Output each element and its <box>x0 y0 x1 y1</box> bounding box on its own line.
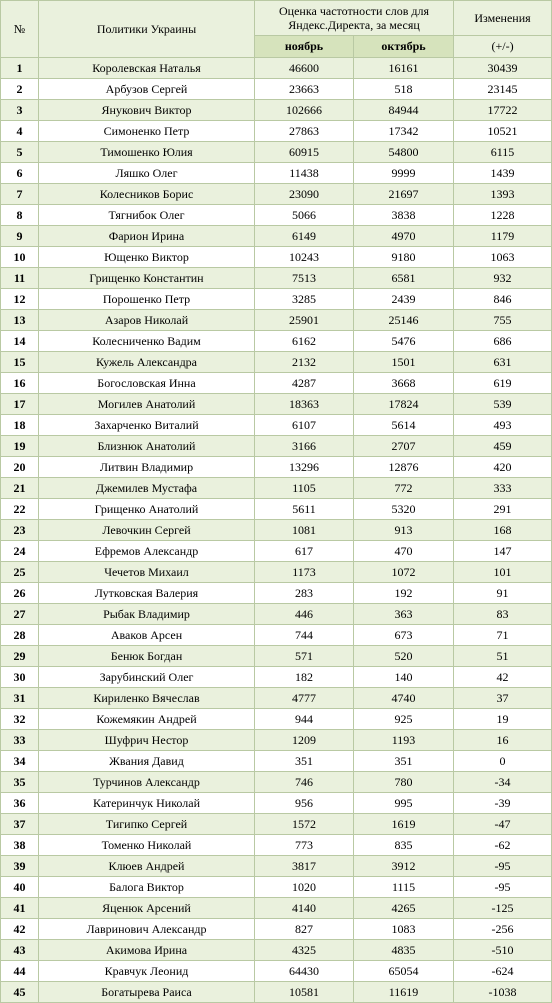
november-value: 182 <box>255 667 354 688</box>
table-row <box>1 121 552 142</box>
row-number: 9 <box>1 226 39 247</box>
november-value: 23090 <box>255 184 354 205</box>
october-value: 25146 <box>354 310 454 331</box>
october-value: 520 <box>354 646 454 667</box>
change-value: 291 <box>454 499 552 520</box>
october-value: 2707 <box>354 436 454 457</box>
october-value: 470 <box>354 541 454 562</box>
table-row <box>1 625 552 646</box>
politician-name: Томенко Николай <box>39 835 255 856</box>
table-row <box>1 289 552 310</box>
table-row <box>1 730 552 751</box>
table-row <box>1 961 552 982</box>
november-value: 6162 <box>255 331 354 352</box>
change-value: -62 <box>454 835 552 856</box>
table-row <box>1 520 552 541</box>
october-value: 1193 <box>354 730 454 751</box>
politician-name: Левочкин Сергей <box>39 520 255 541</box>
row-number: 16 <box>1 373 39 394</box>
row-number: 25 <box>1 562 39 583</box>
row-number: 14 <box>1 331 39 352</box>
november-value: 5066 <box>255 205 354 226</box>
table-body <box>1 58 552 1003</box>
politician-name: Захарченко Виталий <box>39 415 255 436</box>
change-value: 755 <box>454 310 552 331</box>
row-number: 5 <box>1 142 39 163</box>
table-row <box>1 79 552 100</box>
october-value: 913 <box>354 520 454 541</box>
table-row <box>1 667 552 688</box>
politician-name: Богатырева Раиса <box>39 982 255 1003</box>
row-number: 23 <box>1 520 39 541</box>
politician-name: Ющенко Виктор <box>39 247 255 268</box>
politician-name: Королевская Наталья <box>39 58 255 79</box>
row-number: 15 <box>1 352 39 373</box>
header-october: октябрь <box>354 36 454 58</box>
table-row <box>1 247 552 268</box>
table-row <box>1 394 552 415</box>
table-row <box>1 163 552 184</box>
header-num: № <box>1 1 39 58</box>
november-value: 944 <box>255 709 354 730</box>
change-value: 459 <box>454 436 552 457</box>
politician-name: Азаров Николай <box>39 310 255 331</box>
october-value: 21697 <box>354 184 454 205</box>
row-number: 4 <box>1 121 39 142</box>
politician-name: Фарион Ирина <box>39 226 255 247</box>
november-value: 773 <box>255 835 354 856</box>
october-value: 84944 <box>354 100 454 121</box>
october-value: 673 <box>354 625 454 646</box>
november-value: 10581 <box>255 982 354 1003</box>
change-value: 686 <box>454 331 552 352</box>
change-value: 37 <box>454 688 552 709</box>
november-value: 571 <box>255 646 354 667</box>
november-value: 827 <box>255 919 354 940</box>
november-value: 5611 <box>255 499 354 520</box>
row-number: 39 <box>1 856 39 877</box>
october-value: 3838 <box>354 205 454 226</box>
october-value: 54800 <box>354 142 454 163</box>
table-row <box>1 646 552 667</box>
october-value: 11619 <box>354 982 454 1003</box>
november-value: 18363 <box>255 394 354 415</box>
october-value: 925 <box>354 709 454 730</box>
change-value: 1179 <box>454 226 552 247</box>
row-number: 44 <box>1 961 39 982</box>
politician-name: Кравчук Леонид <box>39 961 255 982</box>
november-value: 956 <box>255 793 354 814</box>
table-row <box>1 142 552 163</box>
october-value: 1619 <box>354 814 454 835</box>
november-value: 4140 <box>255 898 354 919</box>
october-value: 16161 <box>354 58 454 79</box>
november-value: 283 <box>255 583 354 604</box>
row-number: 37 <box>1 814 39 835</box>
politician-name: Кириленко Вячеслав <box>39 688 255 709</box>
row-number: 26 <box>1 583 39 604</box>
november-value: 6149 <box>255 226 354 247</box>
november-value: 1020 <box>255 877 354 898</box>
november-value: 746 <box>255 772 354 793</box>
politician-name: Симоненко Петр <box>39 121 255 142</box>
change-value: 0 <box>454 751 552 772</box>
header-changes-unit: (+/-) <box>454 36 552 58</box>
october-value: 65054 <box>354 961 454 982</box>
row-number: 40 <box>1 877 39 898</box>
row-number: 21 <box>1 478 39 499</box>
politician-name: Акимова Ирина <box>39 940 255 961</box>
october-value: 772 <box>354 478 454 499</box>
october-value: 5614 <box>354 415 454 436</box>
header-november: ноябрь <box>255 36 354 58</box>
october-value: 4740 <box>354 688 454 709</box>
change-value: 23145 <box>454 79 552 100</box>
change-value: 333 <box>454 478 552 499</box>
table-row <box>1 58 552 79</box>
table-row <box>1 415 552 436</box>
row-number: 10 <box>1 247 39 268</box>
november-value: 60915 <box>255 142 354 163</box>
october-value: 835 <box>354 835 454 856</box>
october-value: 9999 <box>354 163 454 184</box>
table-row <box>1 688 552 709</box>
politician-name: Грищенко Анатолий <box>39 499 255 520</box>
politician-name: Тягнибок Олег <box>39 205 255 226</box>
november-value: 13296 <box>255 457 354 478</box>
change-value: -39 <box>454 793 552 814</box>
table-row <box>1 751 552 772</box>
october-value: 2439 <box>354 289 454 310</box>
politician-name: Рыбак Владимир <box>39 604 255 625</box>
table-row <box>1 562 552 583</box>
row-number: 24 <box>1 541 39 562</box>
row-number: 30 <box>1 667 39 688</box>
change-value: 539 <box>454 394 552 415</box>
row-number: 29 <box>1 646 39 667</box>
october-value: 17824 <box>354 394 454 415</box>
november-value: 102666 <box>255 100 354 121</box>
row-number: 18 <box>1 415 39 436</box>
row-number: 6 <box>1 163 39 184</box>
november-value: 6107 <box>255 415 354 436</box>
politician-name: Ляшко Олег <box>39 163 255 184</box>
change-value: 51 <box>454 646 552 667</box>
politician-name: Колесниченко Вадим <box>39 331 255 352</box>
politician-name: Зарубинский Олег <box>39 667 255 688</box>
row-number: 38 <box>1 835 39 856</box>
table-row <box>1 835 552 856</box>
october-value: 3912 <box>354 856 454 877</box>
politician-name: Тигипко Сергей <box>39 814 255 835</box>
politician-name: Тимошенко Юлия <box>39 142 255 163</box>
november-value: 744 <box>255 625 354 646</box>
politician-name: Турчинов Александр <box>39 772 255 793</box>
october-value: 1072 <box>354 562 454 583</box>
change-value: 846 <box>454 289 552 310</box>
politician-name: Джемилев Мустафа <box>39 478 255 499</box>
table-row <box>1 541 552 562</box>
table-row <box>1 205 552 226</box>
table-row <box>1 373 552 394</box>
politician-name: Жвания Давид <box>39 751 255 772</box>
table-row <box>1 478 552 499</box>
row-number: 31 <box>1 688 39 709</box>
change-value: 71 <box>454 625 552 646</box>
november-value: 351 <box>255 751 354 772</box>
politician-name: Могилев Анатолий <box>39 394 255 415</box>
october-value: 17342 <box>354 121 454 142</box>
october-value: 12876 <box>354 457 454 478</box>
october-value: 6581 <box>354 268 454 289</box>
november-value: 1173 <box>255 562 354 583</box>
change-value: 16 <box>454 730 552 751</box>
october-value: 363 <box>354 604 454 625</box>
row-number: 11 <box>1 268 39 289</box>
politician-name: Порошенко Петр <box>39 289 255 310</box>
politician-name: Ефремов Александр <box>39 541 255 562</box>
politician-name: Аваков Арсен <box>39 625 255 646</box>
november-value: 1209 <box>255 730 354 751</box>
october-value: 4970 <box>354 226 454 247</box>
table-row <box>1 436 552 457</box>
november-value: 3817 <box>255 856 354 877</box>
change-value: -125 <box>454 898 552 919</box>
november-value: 3166 <box>255 436 354 457</box>
row-number: 1 <box>1 58 39 79</box>
november-value: 1572 <box>255 814 354 835</box>
table-row <box>1 856 552 877</box>
october-value: 1115 <box>354 877 454 898</box>
october-value: 518 <box>354 79 454 100</box>
row-number: 8 <box>1 205 39 226</box>
row-number: 33 <box>1 730 39 751</box>
table-row <box>1 268 552 289</box>
politician-name: Грищенко Константин <box>39 268 255 289</box>
row-number: 12 <box>1 289 39 310</box>
table-row <box>1 604 552 625</box>
row-number: 2 <box>1 79 39 100</box>
table-row <box>1 457 552 478</box>
change-value: 19 <box>454 709 552 730</box>
row-number: 13 <box>1 310 39 331</box>
row-number: 22 <box>1 499 39 520</box>
change-value: 30439 <box>454 58 552 79</box>
table-row <box>1 310 552 331</box>
row-number: 35 <box>1 772 39 793</box>
change-value: 932 <box>454 268 552 289</box>
politician-name: Яценюк Арсений <box>39 898 255 919</box>
row-number: 36 <box>1 793 39 814</box>
change-value: 6115 <box>454 142 552 163</box>
change-value: 1393 <box>454 184 552 205</box>
change-value: 42 <box>454 667 552 688</box>
table-row <box>1 793 552 814</box>
november-value: 2132 <box>255 352 354 373</box>
november-value: 1105 <box>255 478 354 499</box>
october-value: 1083 <box>354 919 454 940</box>
table-row <box>1 919 552 940</box>
politician-name: Янукович Виктор <box>39 100 255 121</box>
politician-name: Чечетов Михаил <box>39 562 255 583</box>
october-value: 995 <box>354 793 454 814</box>
october-value: 5476 <box>354 331 454 352</box>
november-value: 4777 <box>255 688 354 709</box>
change-value: 1439 <box>454 163 552 184</box>
table-row <box>1 583 552 604</box>
november-value: 25901 <box>255 310 354 331</box>
politician-name: Кожемякин Андрей <box>39 709 255 730</box>
change-value: 1228 <box>454 205 552 226</box>
table-header <box>1 1 552 58</box>
change-value: -624 <box>454 961 552 982</box>
change-value: 83 <box>454 604 552 625</box>
table-row <box>1 226 552 247</box>
row-number: 41 <box>1 898 39 919</box>
politician-name: Клюев Андрей <box>39 856 255 877</box>
politician-name: Лавринович Александр <box>39 919 255 940</box>
change-value: 631 <box>454 352 552 373</box>
october-value: 5320 <box>354 499 454 520</box>
politician-name: Катеринчук Николай <box>39 793 255 814</box>
change-value: 91 <box>454 583 552 604</box>
october-value: 9180 <box>354 247 454 268</box>
politician-name: Шуфрич Нестор <box>39 730 255 751</box>
november-value: 4287 <box>255 373 354 394</box>
october-value: 3668 <box>354 373 454 394</box>
change-value: 493 <box>454 415 552 436</box>
politician-name: Арбузов Сергей <box>39 79 255 100</box>
october-value: 4265 <box>354 898 454 919</box>
november-value: 23663 <box>255 79 354 100</box>
october-value: 192 <box>354 583 454 604</box>
change-value: -1038 <box>454 982 552 1003</box>
november-value: 11438 <box>255 163 354 184</box>
october-value: 140 <box>354 667 454 688</box>
table-row <box>1 877 552 898</box>
october-value: 4835 <box>354 940 454 961</box>
header-changes: Изменения <box>454 1 552 36</box>
table-row <box>1 331 552 352</box>
october-value: 1501 <box>354 352 454 373</box>
november-value: 3285 <box>255 289 354 310</box>
october-value: 780 <box>354 772 454 793</box>
change-value: -34 <box>454 772 552 793</box>
row-number: 7 <box>1 184 39 205</box>
november-value: 617 <box>255 541 354 562</box>
november-value: 27863 <box>255 121 354 142</box>
change-value: -256 <box>454 919 552 940</box>
november-value: 7513 <box>255 268 354 289</box>
change-value: -95 <box>454 856 552 877</box>
header-politicians: Политики Украины <box>39 1 255 58</box>
table-row <box>1 499 552 520</box>
change-value: 619 <box>454 373 552 394</box>
row-number: 28 <box>1 625 39 646</box>
table-row <box>1 982 552 1003</box>
row-number: 20 <box>1 457 39 478</box>
change-value: -95 <box>454 877 552 898</box>
politician-name: Лутковская Валерия <box>39 583 255 604</box>
change-value: 147 <box>454 541 552 562</box>
change-value: -47 <box>454 814 552 835</box>
october-value: 351 <box>354 751 454 772</box>
row-number: 17 <box>1 394 39 415</box>
row-number: 43 <box>1 940 39 961</box>
politician-name: Колесников Борис <box>39 184 255 205</box>
header-frequency: Оценка частотности слов для Яндекс.Директа, за месяц <box>255 1 454 36</box>
november-value: 446 <box>255 604 354 625</box>
change-value: 420 <box>454 457 552 478</box>
november-value: 10243 <box>255 247 354 268</box>
politician-name: Бенюк Богдан <box>39 646 255 667</box>
table-row <box>1 100 552 121</box>
row-number: 42 <box>1 919 39 940</box>
change-value: -510 <box>454 940 552 961</box>
november-value: 46600 <box>255 58 354 79</box>
politician-name: Балога Виктор <box>39 877 255 898</box>
row-number: 27 <box>1 604 39 625</box>
row-number: 19 <box>1 436 39 457</box>
table-row <box>1 772 552 793</box>
change-value: 168 <box>454 520 552 541</box>
table-row <box>1 709 552 730</box>
politician-name: Кужель Александра <box>39 352 255 373</box>
change-value: 101 <box>454 562 552 583</box>
table-row <box>1 940 552 961</box>
change-value: 17722 <box>454 100 552 121</box>
row-number: 45 <box>1 982 39 1003</box>
november-value: 4325 <box>255 940 354 961</box>
row-number: 32 <box>1 709 39 730</box>
table-row <box>1 898 552 919</box>
change-value: 1063 <box>454 247 552 268</box>
table-row <box>1 184 552 205</box>
change-value: 10521 <box>454 121 552 142</box>
politician-name: Близнюк Анатолий <box>39 436 255 457</box>
table-row <box>1 814 552 835</box>
row-number: 3 <box>1 100 39 121</box>
november-value: 64430 <box>255 961 354 982</box>
november-value: 1081 <box>255 520 354 541</box>
politician-name: Богословская Инна <box>39 373 255 394</box>
table-row <box>1 352 552 373</box>
politician-name: Литвин Владимир <box>39 457 255 478</box>
row-number: 34 <box>1 751 39 772</box>
